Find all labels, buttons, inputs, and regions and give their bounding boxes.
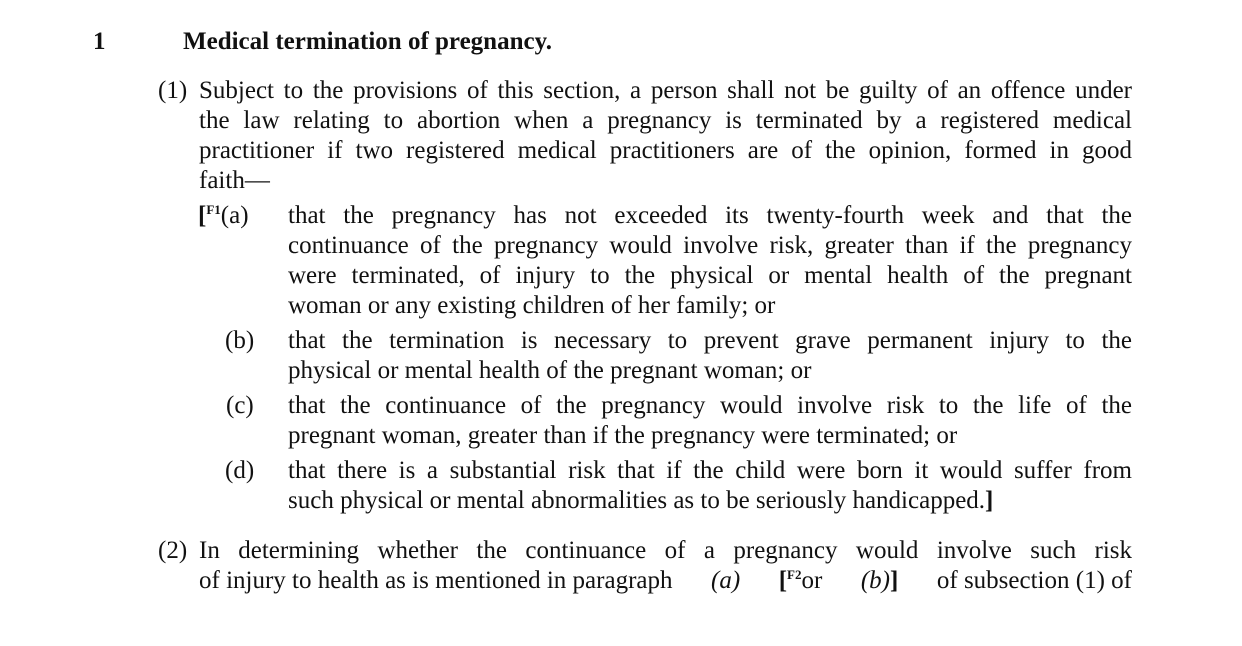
paragraph-b-label: (b)	[225, 327, 255, 354]
paragraph-d	[158, 456, 1132, 516]
paragraph-b-line-2: physical or mental health of the pregnant woman; or	[288, 357, 812, 384]
subsection-2-para-a-ref: (a)	[711, 567, 741, 594]
paragraph-d-line-2	[288, 486, 1132, 516]
paragraph-c	[158, 391, 1132, 451]
paragraph-d-label: (d)	[225, 457, 255, 484]
subsection-1-line-2: the law relating to abortion when a pregnancy is terminated by a registered medical	[199, 107, 1132, 134]
subsection-2-line-1: In determining whether the continuance of a pregnancy would involve such risk	[199, 537, 1132, 564]
section-title: Medical termination of pregnancy.	[183, 28, 552, 55]
paragraph-a-line-4: woman or any existing children of her family; or	[288, 292, 776, 319]
paragraph-b-text	[288, 326, 1132, 386]
section-number: 1	[93, 28, 106, 55]
amendment-ref-f2[interactable]: F2	[787, 567, 802, 582]
subsection-2-line-2-pre: of injury to health as is mentioned in paragraph	[199, 567, 673, 594]
subsection-2-or: or	[801, 567, 823, 594]
paragraph-a-line-2: continuance of the pregnancy would involve risk, greater than if the pregnancy	[288, 232, 1132, 259]
paragraph-c-line-1: that the continuance of the pregnancy would involve risk to the life of the	[288, 392, 1132, 419]
amendment-ref-f1[interactable]: F1	[206, 202, 221, 217]
paragraph-a-line-1: that the pregnancy has not exceeded its twenty-fourth week and that the	[288, 202, 1132, 229]
paragraph-d-text	[288, 456, 1132, 516]
amendment-close-bracket: ]	[985, 487, 994, 514]
paragraph-a-text	[288, 201, 1132, 321]
subsection-1-label: (1)	[158, 77, 188, 104]
subsection-2-para-b-letter: (b)	[860, 567, 891, 594]
subsection-2-text	[199, 536, 1132, 596]
paragraph-c-label: (c)	[226, 392, 254, 419]
subsection-1-line-1: Subject to the provisions of this section, a person shall not be guilty of an offence under	[199, 77, 1132, 104]
paragraph-a-line-3: were terminated, of injury to the physical or mental health of the pregnant	[288, 262, 1132, 289]
subsection-2-close-bracket: ]	[890, 567, 899, 594]
subsection-2-label: (2)	[158, 537, 188, 564]
paragraph-d-line-2-text: such physical or mental abnormalities as to be seriously handicapped.	[288, 487, 986, 514]
subsection-2-open-bracket: [	[778, 567, 788, 594]
subsection-2-line-2-post: of subsection (1) of	[936, 567, 1132, 594]
subsection-2-amendment	[779, 566, 823, 596]
paragraph-a-letter: (a)	[220, 202, 249, 229]
subsection-2-para-b-ref	[861, 566, 898, 596]
paragraph-a	[158, 201, 1132, 321]
paragraph-a-label	[198, 201, 249, 231]
subsection-2-line-2	[199, 566, 1132, 596]
subsection-2	[158, 536, 1132, 596]
subsection-1-line-3: practitioner if two registered medical practitioners are of the opinion, formed in good	[199, 137, 1132, 164]
paragraph-c-text	[288, 391, 1132, 451]
paragraph-b	[158, 326, 1132, 386]
amendment-open-bracket: [	[198, 202, 207, 229]
subsection-1	[158, 76, 1132, 196]
paragraph-d-line-1: that there is a substantial risk that if the child were born it would suffer from	[288, 457, 1132, 484]
subsection-1-text	[199, 76, 1132, 196]
paragraph-c-line-2: pregnant woman, greater than if the pregnancy were terminated; or	[288, 422, 958, 449]
paragraph-b-line-1: that the termination is necessary to prevent grave permanent injury to the	[288, 327, 1132, 354]
subsection-1-line-4: faith—	[199, 167, 270, 194]
